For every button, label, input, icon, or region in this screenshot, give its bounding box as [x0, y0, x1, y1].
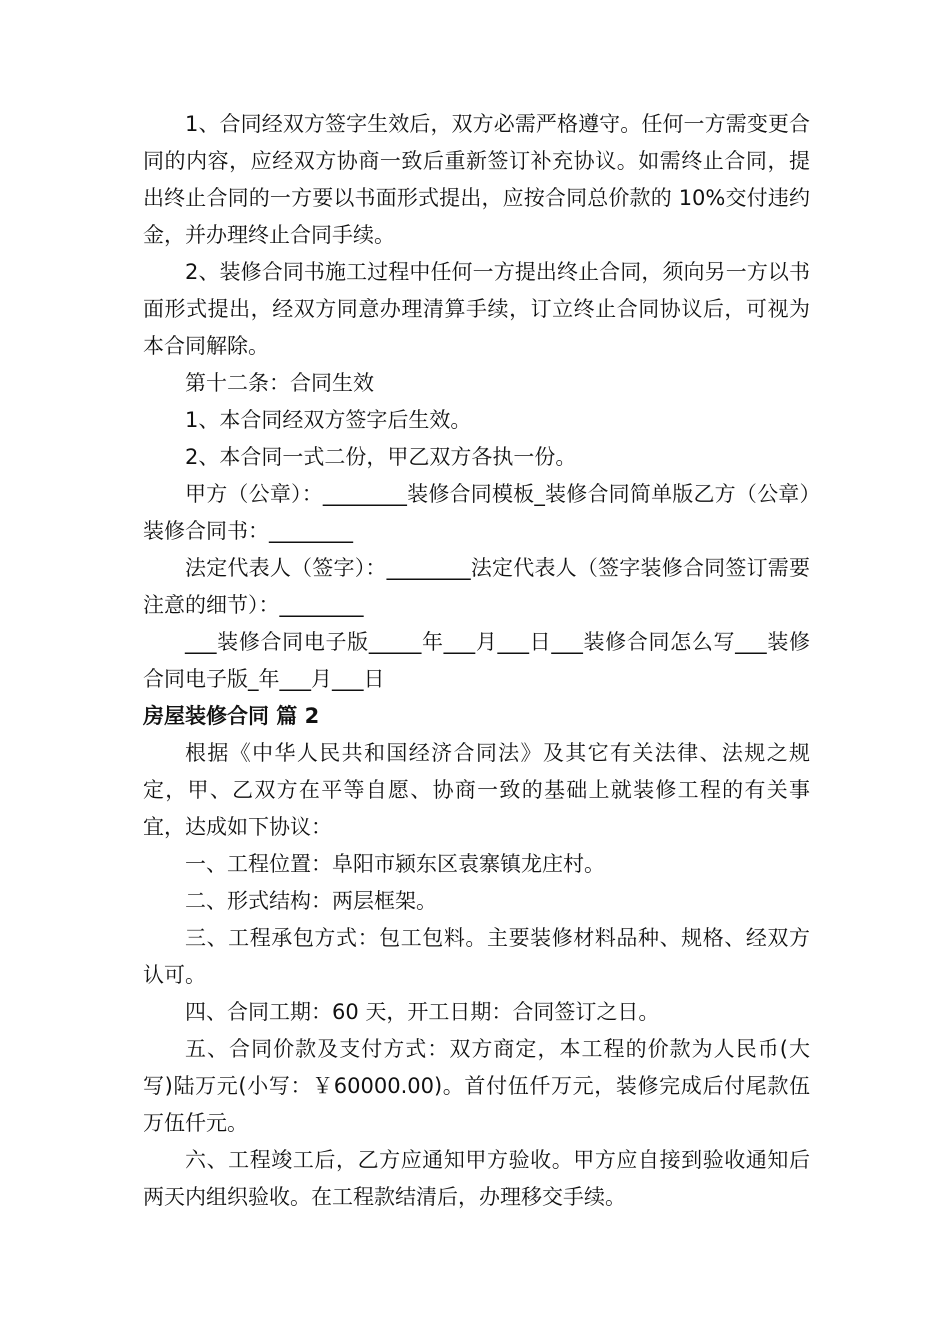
date-line: ___装修合同电子版_____年___月___日___装修合同怎么写___装修合同电子版_年___月___日 — [143, 630, 810, 691]
party-a-seal-line: 甲方（公章）：________装修合同模板_装修合同简单版乙方（公章）装修合同书：________ — [143, 482, 810, 543]
clause-termination-1: 1、合同经双方签字生效后，双方必需严格遵守。任何一方需变更合同的内容，应经双方协商一致后重新签订补充协议。如需终止合同，提出终止合同的一方要以书面形式提出，应按合同总价款的 10%交付违约金，并办理终止合同手续。 — [143, 112, 810, 247]
clause-termination-2: 2、装修合同书施工过程中任何一方提出终止合同，须向另一方以书面形式提出，经双方同意办理清算手续，订立终止合同协议后，可视为本合同解除。 — [143, 260, 810, 358]
item-duration: 四、合同工期：60 天，开工日期：合同签订之日。 — [185, 1000, 660, 1024]
item-structure: 二、形式结构：两层框架。 — [185, 889, 437, 913]
document-body — [143, 106, 810, 1216]
item-acceptance: 六、工程竣工后，乙方应通知甲方验收。甲方应自接到验收通知后两天内组织验收。在工程款结清后，办理移交手续。 — [143, 1148, 810, 1209]
item-contract-method: 三、工程承包方式：包工包料。主要装修材料品种、规格、经双方认可。 — [143, 926, 810, 987]
contract-preamble: 根据《中华人民共和国经济合同法》及其它有关法律、法规之规定，甲、乙双方在平等自愿、协商一致的基础上就装修工程的有关事宜，达成如下协议： — [143, 741, 810, 839]
article-12-item-2: 2、本合同一式二份，甲乙双方各执一份。 — [185, 445, 577, 469]
legal-representative-line: 法定代表人（签字）：________法定代表人（签字装修合同签订需要注意的细节）：________ — [143, 556, 810, 617]
item-location: 一、工程位置：阜阳市颍东区袁寨镇龙庄村。 — [185, 852, 605, 876]
section-heading: 房屋装修合同 篇 2 — [143, 704, 320, 728]
article-12-item-1: 1、本合同经双方签字后生效。 — [185, 408, 472, 432]
article-12-title: 第十二条：合同生效 — [185, 371, 374, 395]
item-price-payment: 五、合同价款及支付方式：双方商定，本工程的价款为人民币(大写)陆万元(小写：￥60000.00)。首付伍仟万元，装修完成后付尾款伍万伍仟元。 — [143, 1037, 810, 1135]
